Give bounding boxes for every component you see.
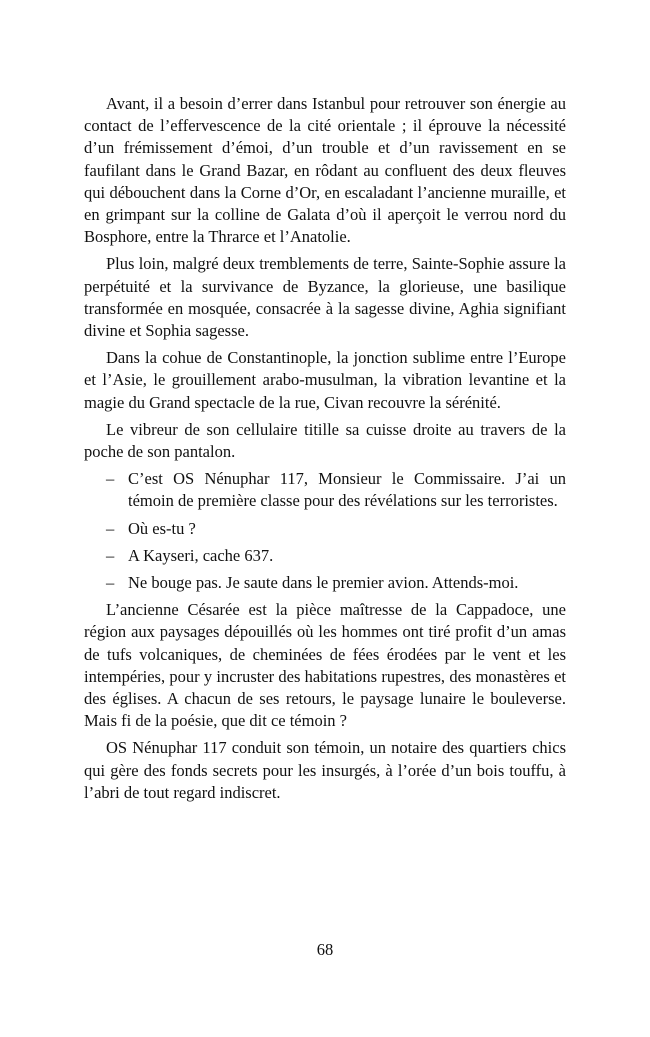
page-number: 68 xyxy=(316,940,334,959)
paragraph: OS Nénuphar 117 conduit son témoin, un notaire des quartiers chics qui gère des fonds secrets pour les insurgés, à l’orée d’un bois touffu, à l’abri de tout regard indiscret. xyxy=(84,738,566,802)
dash-marker: – xyxy=(106,469,115,489)
paragraph: Plus loin, malgré deux tremblements de terre, Sainte-Sophie assure la perpétuité et la survivance de Byzance, la glorieuse, une basilique transformée en mosquée, consacrée à la sagesse divine, Aghia signifiant divine et Sophia sagesse. xyxy=(84,254,566,341)
dialogue-list xyxy=(84,468,566,594)
dialogue-text: Ne bouge pas. Je saute dans le premier avion. Attends-moi. xyxy=(128,573,519,593)
dialogue-line xyxy=(84,468,566,512)
dialogue-line xyxy=(84,518,566,540)
paragraph: Le vibreur de son cellulaire titille sa cuisse droite au travers de la poche de son pantalon. xyxy=(84,419,566,462)
dash-marker: – xyxy=(106,545,115,565)
dash-marker: – xyxy=(106,573,115,593)
paragraph: L’ancienne Césarée est la pièce maîtresse de la Cappadoce, une région aux paysages dépouillés où les hommes ont tiré profit d’un amas de tufs volcaniques, de cheminées de fées érodées par le vent et les intempéries, pour y incruster des habitations rupestres, des monastères et des églises. A chacun de ses retours, le paysage lunaire le bouleverse. Mais fi de la poésie, que dit ce témoin ? xyxy=(84,600,566,731)
page-body xyxy=(84,93,566,809)
dialogue-text: A Kayseri, cache 637. xyxy=(128,545,274,565)
dialogue-line xyxy=(84,545,566,567)
dialogue-text: C’est OS Nénuphar 117, Monsieur le Commissaire. J’ai un témoin de première classe pour des révélations sur les terroristes. xyxy=(128,469,566,511)
dialogue-text: Où es-tu ? xyxy=(128,518,196,538)
dash-marker: – xyxy=(106,518,115,538)
dialogue-line xyxy=(84,572,566,594)
paragraph: Avant, il a besoin d’errer dans Istanbul pour retrouver son énergie au contact de l’effervescence de la cité orientale ; il éprouve la nécessité d’un frémissement d’émoi, d’un trouble et d’un ravissement en se faufilant dans le Grand Bazar, en rôdant au confluent des deux fleuves qui débouchent dans la Corne d’Or, en escaladant l’ancienne muraille, et en grimpant sur la colline de Galata d’où il aperçoit le verrou nord du Bosphore, entre la Thrarce et l’Anatolie. xyxy=(84,94,566,247)
paragraph: Dans la cohue de Constantinople, la jonction sublime entre l’Europe et l’Asie, le grouillement arabo-musulman, la vibration levantine et la magie du Grand spectacle de la rue, Civan recouvre la sérénité. xyxy=(84,348,566,412)
